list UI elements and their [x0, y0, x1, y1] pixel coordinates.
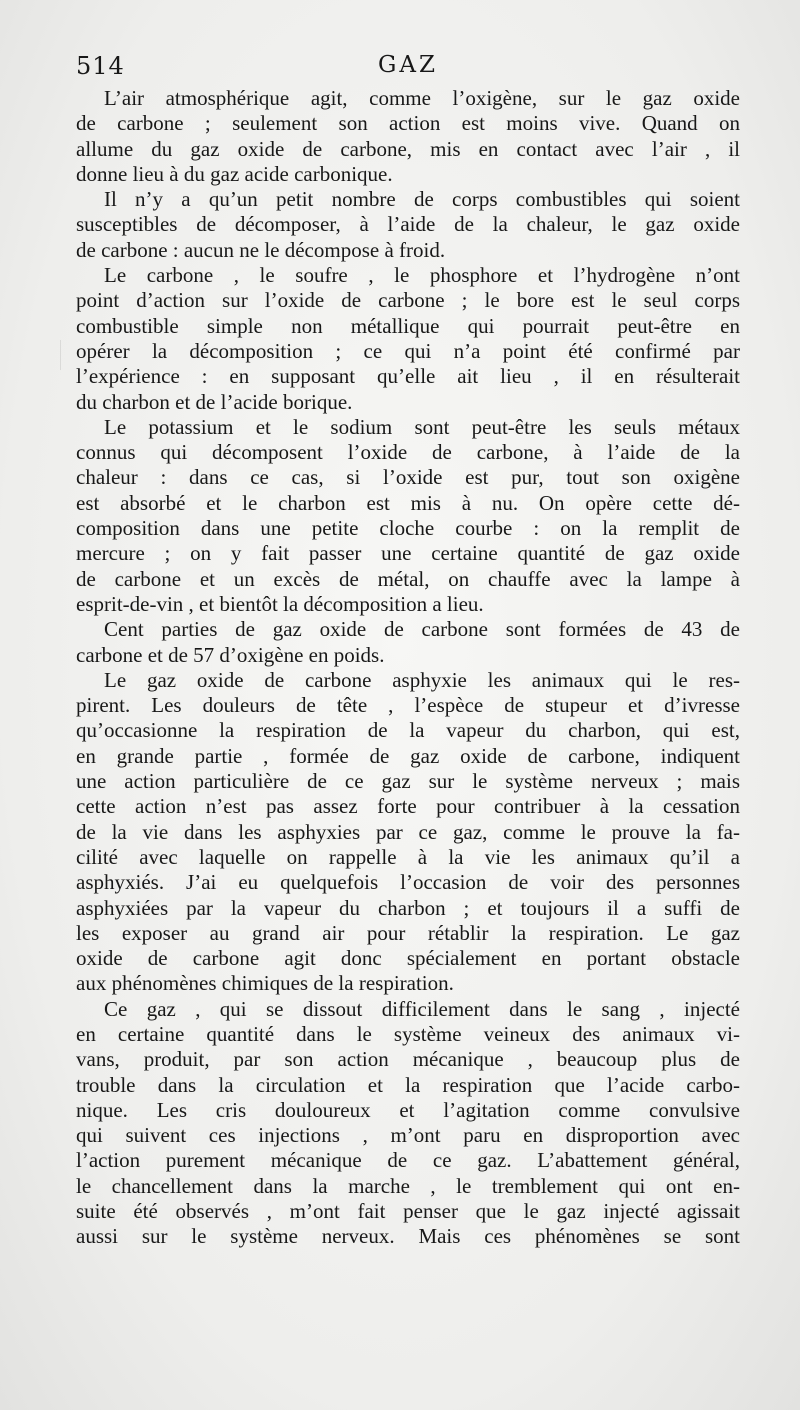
text-line: L’air atmosphérique agit, comme l’oxigène, sur le gaz oxide — [104, 86, 740, 110]
show-through-mark — [60, 340, 69, 370]
text-line: est absorbé et le charbon est mis à nu. On opère cette dé- — [76, 490, 740, 515]
text-line: connus qui décomposent l’oxide de carbone, à l’aide de la — [76, 440, 740, 465]
text-line: Le gaz oxide de carbone asphyxie les animaux qui le res- — [104, 667, 740, 692]
text-line: carbone et de 57 d’oxigène en poids. — [76, 642, 385, 667]
text-line: qu’occasionne la respiration de la vapeur du charbon, qui est, — [76, 718, 740, 743]
text-line: asphyxiées par la vapeur du charbon ; et toujours il a suffi de — [76, 895, 740, 920]
text-line: l’action purement mécanique de ce gaz. L’abattement général, — [76, 1148, 740, 1173]
text-line: aux phénomènes chimiques de la respiration. — [76, 971, 454, 996]
text-line: qui suivent ces injections , m’ont paru en disproportion avec — [76, 1123, 740, 1148]
text-line: pirent. Les douleurs de tête , l’espèce de stupeur et d’ivresse — [76, 693, 740, 718]
text-line: allume du gaz oxide de carbone, mis en contact avec l’air , il — [76, 136, 740, 161]
text-line: mercure ; on y fait passer une certaine quantité de gaz oxide — [76, 541, 740, 566]
text-line: vans, produit, par son action mécanique , beaucoup plus de — [76, 1047, 740, 1072]
text-line: esprit-de-vin , et bientôt la décomposition a lieu. — [76, 591, 484, 616]
text-line: en certaine quantité dans le système veineux des animaux vi- — [76, 1021, 740, 1046]
text-line: chaleur : dans ce cas, si l’oxide est pur, tout son oxigène — [76, 465, 740, 490]
paragraph — [76, 668, 740, 997]
text-line: opérer la décomposition ; ce qui n’a point été confirmé par — [76, 338, 740, 363]
text-line: de carbone : aucun ne le décompose à froid. — [76, 237, 446, 262]
paragraph — [76, 263, 740, 415]
text-line: cette action n’est pas assez forte pour contribuer à la cessation — [76, 794, 740, 819]
text-line: oxide de carbone agit donc spécialement en portant obstacle — [76, 946, 740, 971]
text-line: du charbon et de l’acide borique. — [76, 389, 353, 414]
text-line: Le potassium et le sodium sont peut-être les seuls métaux — [104, 414, 740, 439]
text-line: les exposer au grand air pour rétablir la respiration. Le gaz — [76, 920, 740, 945]
text-line: point d’action sur l’oxide de carbone ; le bore est le seul corps — [76, 288, 740, 313]
paragraph — [76, 617, 740, 668]
text-line: combustible simple non métallique qui pourrait peut-être en — [76, 313, 740, 338]
text-line: Ce gaz , qui se dissout difficilement dans le sang , injecté — [104, 996, 740, 1021]
paragraph — [76, 997, 740, 1250]
text-line: suite été observés , m’ont fait penser que le gaz injecté agissait — [76, 1199, 740, 1224]
text-line: nique. Les cris douloureux et l’agitation comme convulsive — [76, 1097, 740, 1122]
text-line: trouble dans la circulation et la respiration que l’acide carbo- — [76, 1072, 740, 1097]
text-line: asphyxiés. J’ai eu quelquefois l’occasion de voir des personnes — [76, 870, 740, 895]
text-line: de la vie dans les asphyxies par ce gaz, comme le prouve la fa- — [76, 819, 740, 844]
running-title: GAZ — [378, 52, 438, 78]
body-text — [76, 86, 740, 1250]
paragraph — [76, 86, 740, 187]
paragraph — [76, 187, 740, 263]
running-head — [76, 52, 740, 86]
text-line: Le carbone , le soufre , le phosphore et l’hydrogène n’ont — [104, 263, 740, 288]
text-line: l’expérience : en supposant qu’elle ait lieu , il en résulterait — [76, 364, 740, 389]
text-line: cilité avec laquelle on rappelle à la vie les animaux qu’il a — [76, 844, 740, 869]
text-line: donne lieu à du gaz acide carbonique. — [76, 161, 393, 186]
text-line: de carbone et un excès de métal, on chauffe avec la lampe à — [76, 566, 740, 591]
paragraph — [76, 415, 740, 617]
text-line: de carbone ; seulement son action est moins vive. Quand on — [76, 111, 740, 136]
text-line: composition dans une petite cloche courbe : on la remplit de — [76, 516, 740, 541]
text-line: Il n’y a qu’un petit nombre de corps combustibles qui soient — [104, 187, 740, 212]
text-line: Cent parties de gaz oxide de carbone sont formées de 43 de — [104, 617, 740, 642]
text-line: le chancellement dans la marche , le tremblement qui ont en- — [76, 1173, 740, 1198]
page-number: 514 — [76, 52, 125, 80]
text-line: aussi sur le système nerveux. Mais ces phénomènes se sont — [76, 1224, 740, 1249]
text-line: susceptibles de décomposer, à l’aide de la chaleur, le gaz oxide — [76, 212, 740, 237]
text-line: en grande partie , formée de gaz oxide de carbone, indiquent — [76, 743, 740, 768]
text-line: une action particulière de ce gaz sur le système nerveux ; mais — [76, 769, 740, 794]
